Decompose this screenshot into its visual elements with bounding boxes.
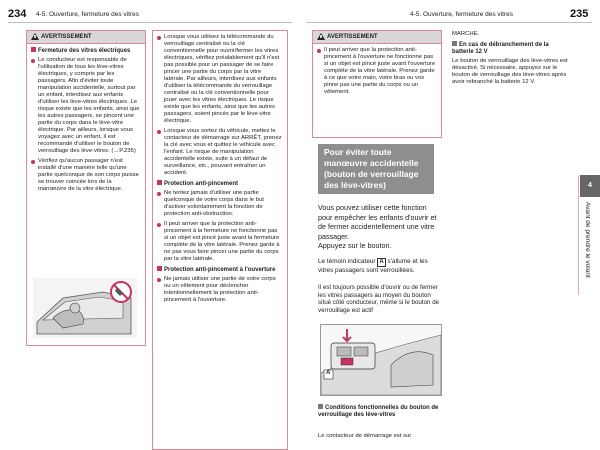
right-header-rule — [306, 22, 592, 23]
warning-header — [313, 31, 441, 44]
square-bullet-icon — [157, 266, 162, 271]
warning-label: AVERTISSEMENT — [41, 34, 92, 40]
section-title-box — [318, 144, 434, 194]
battery-text: Le bouton de verrouillage des lève-vitres est désactivé. Si nécessaire, appuyez sur le bouton de verrouillage des lève-vitres après avoir rebranché la batterie 12 V. — [452, 58, 568, 85]
col1-heading: Fermeture des vitres électriques — [31, 47, 141, 55]
right-running-head: 4-5. Ouverture, fermeture des vitres — [410, 11, 513, 18]
square-bullet-icon — [157, 180, 162, 185]
door-switch-illustration — [320, 324, 442, 396]
col2-heading-antipinch: Protection anti-pincement — [157, 180, 283, 188]
col2-paragraph-5: Ne jamais utiliser une partie de votre corps ou un vêtement pour déclencher intentionnellement la protection anti-pincement à l'ouverture. — [157, 276, 283, 304]
left-warning-box-col1 — [26, 30, 146, 346]
body-paragraph-1: Vous pouvez utiliser cette fonction pour empêcher les enfants d'ouvrir et de fermer accidentellement une vitre passager. — [318, 203, 437, 241]
left-header-rule — [8, 22, 292, 23]
section-title-line-4: des lève-vitres) — [324, 180, 386, 190]
child-window-illustration — [33, 278, 137, 338]
col2-paragraph-3: Ne tentez jamais d'utiliser une partie quelconque de votre corps dans le but d'activer volontairement la fonction de protection anti-obstruction. — [157, 190, 283, 218]
col1-paragraph-1: Le conducteur est responsable de l'utilisation de tous les lève-vitres électriques, y compris par les passagers. Afin d'éviter toute manipulation accidentelle, surtout par un enfant, interdisez aux enfants d'utiliser les lève-vitres électriques. Le risque existe que les enfants, ainsi que les autres passagers, se pincent une partie du corps dans le lève-vitre électrique. Par ailleurs, lorsque vous voyagez avec un enfant, il est recommandé d'utiliser le bouton de verrouillage des lève-vitres. (→P.235) — [31, 57, 141, 155]
indicator-paragraph: Le témoin indicateur A s'allume et les vitres passagers sont verrouillées. — [318, 258, 428, 274]
square-bullet-icon — [31, 47, 36, 52]
col2-heading-antipinch-open: Protection anti-pincement à l'ouverture — [157, 266, 283, 274]
right-page-number: 235 — [570, 8, 589, 20]
section-title-line-2: manœuvre accidentelle — [324, 158, 419, 168]
left-running-head: 4-5. Ouverture, fermeture des vitres — [36, 11, 139, 18]
col2-paragraph-2: Lorsque vous sortez du véhicule, mettez le contacteur de démarrage sur ARRÊT, prenez la clé avec vous et quittez le véhicule avec l'enfant. Le risque de manipulation accidentelle existe, suite à un défaut de surveillance, etc., pouvant entraîner un accident. — [157, 128, 283, 177]
square-bullet-icon — [318, 404, 323, 409]
indicator-key: A — [379, 259, 384, 265]
conditions-heading: Conditions fonctionnelles du bouton de verrouillage des lève-vitres — [318, 405, 439, 418]
col2-paragraph-1: Lorsque vous utilisez la télécommande du verrouillage centralisé ou la clé conventionnelle pour ouvrir/fermer les vitres électriques, vérifiez préalablement qu'il n'est pas possible pour un passager de se faire pincer une partie du corps par la vitre latérale. Par ailleurs, interdisez aux enfants d'utiliser la télécommande du verrouillage centralisé ou la clé conventionnelle pour jouer avec les vitres électriques. Le risque existe que les enfants, ainsi que les autres passagers, soient pincés par le lève-vitre électrique. — [157, 34, 283, 125]
figure-label-a: A — [326, 370, 331, 376]
section-title-line-3: (bouton de verrouillage — [324, 169, 419, 179]
warning-header — [27, 31, 145, 44]
col2-paragraph-4: Il peut arriver que la protection anti-pincement à la fermeture ne fonctionne pas si un objet est pincé juste avant la fermeture complète de la vitre latérale. Prenez garde à ne pas vous faire pincer une partie du corps par la vitre latérale. — [157, 221, 283, 263]
side-tab-rule — [578, 175, 579, 295]
section-title-line-1: Pour éviter toute — [324, 147, 392, 157]
battery-heading: En cas de débranchement de la batterie 12 V — [452, 42, 549, 55]
body-paragraph-2: Appuyez sur le bouton. — [318, 241, 392, 250]
right-warning-paragraph: Il peut arriver que la protection anti-pincement à l'ouverture ne fonctionne pas si un objet est pincé juste avant l'ouverture complète de la vitre latérale. Prenez garde à ce que votre main, votre bras ou vos pinne pas une partie du corps ou un vêtement. — [317, 47, 437, 96]
col2-continuation: MARCHE. — [452, 31, 480, 37]
warning-triangle-icon — [317, 33, 325, 40]
chapter-side-text: Avant de prendre le volant — [584, 202, 591, 278]
body-paragraph-4: Il est toujours possible d'ouvrir ou de fermer les vitres passagers au moyen du bouton situé côté conducteur, même si le bouton de verrouillage est actif — [318, 284, 440, 314]
left-page-number: 234 — [8, 8, 27, 20]
chapter-tab: 4 — [580, 175, 600, 197]
square-bullet-icon — [452, 41, 457, 46]
warning-label: AVERTISSEMENT — [327, 34, 378, 40]
col1-paragraph-2: Vérifiez qu'aucun passager n'est installé d'une manière telle qu'une partie quelconque de son corps puisse se trouver coincée lors de la manœuvre de la vitre électrique. — [31, 158, 141, 193]
right-warning-box — [312, 30, 442, 138]
left-warning-box-col2 — [152, 30, 288, 450]
warning-triangle-icon — [31, 33, 39, 40]
conditions-text: Le contacteur de démarrage est sur — [318, 433, 412, 439]
